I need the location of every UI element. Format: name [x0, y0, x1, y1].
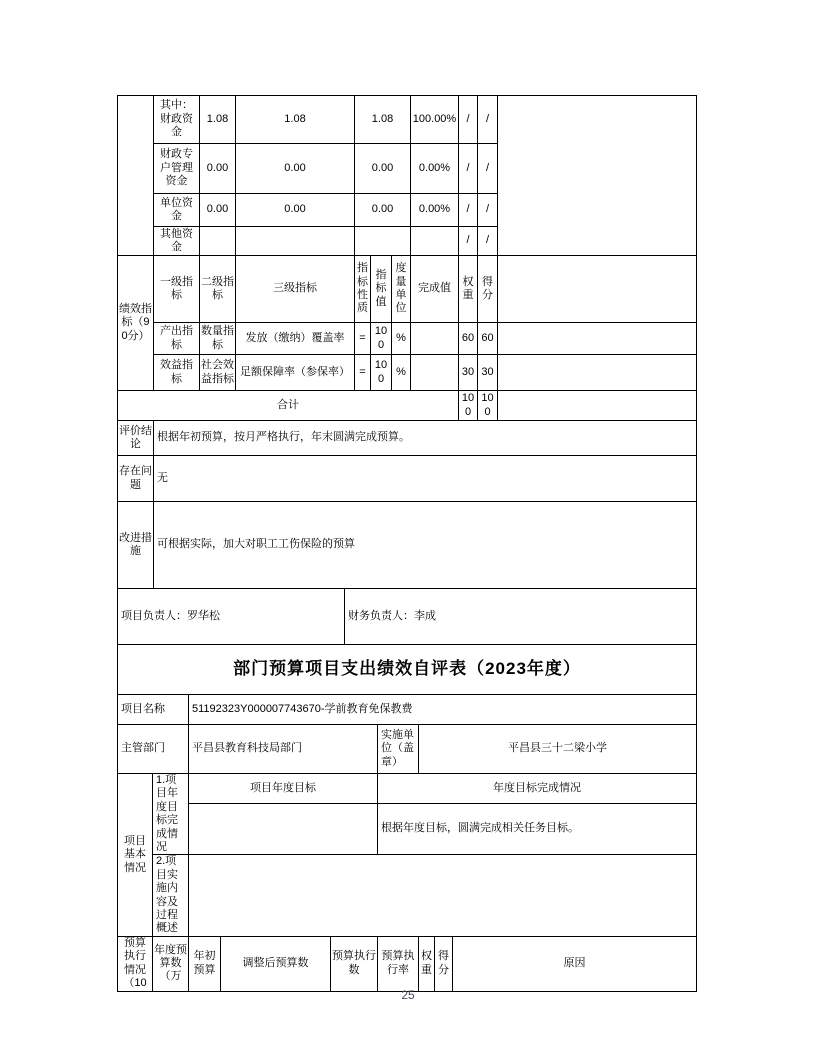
fund-row-label: 单位资金	[154, 194, 200, 227]
improvements-text: 可根据实际，加大对职工工伤保险的预算	[154, 502, 697, 589]
basic-impl-label: 2.项目实施内容及过程概述	[153, 855, 189, 936]
finance-manager: 财务负责人：李成	[345, 589, 697, 645]
perf-nature-value: =	[355, 355, 371, 391]
fund-initial-value: 0.00	[200, 194, 236, 227]
fund-weight-value: /	[459, 227, 478, 256]
perf-total-weight: 100	[459, 391, 478, 421]
basic-completion-text: 根据年度目标，圆满完成相关任务目标。	[378, 803, 697, 855]
dept-label: 主管部门	[118, 725, 189, 774]
table-row	[118, 695, 697, 725]
perf-weight-value: 60	[459, 323, 478, 355]
table-row	[118, 855, 697, 936]
basic-goal-text	[189, 803, 378, 855]
improvements-label: 改进措施	[118, 502, 154, 589]
exec-initial-header: 年初预算	[189, 936, 221, 991]
signers-table	[117, 588, 697, 645]
perf-l2-value: 数量指标	[200, 323, 236, 355]
perf-score-value: 60	[478, 323, 498, 355]
project-name-value: 51192323Y000007743670-学前教育免保教费	[189, 695, 697, 725]
fund-adjusted-value: 1.08	[236, 96, 355, 144]
exec-score-header: 得分	[435, 936, 453, 991]
perf-header-nature: 指标性质	[355, 256, 371, 323]
impl-unit-value: 平昌县三十二梁小学	[419, 725, 697, 774]
fund-adjusted-value: 0.00	[236, 194, 355, 227]
perf-header-l2: 二级指标	[200, 256, 236, 323]
conclusion-text: 根据年初预算，按月严格执行，年末圆满完成预算。	[154, 421, 697, 456]
table-row	[118, 725, 697, 774]
fund-row-label: 其他资金	[154, 227, 200, 256]
fund-rate-value	[411, 227, 459, 256]
exec-annual-label: 年度预算数（万	[153, 936, 189, 991]
project-name-label: 项目名称	[118, 695, 189, 725]
perf-section-label: 绩效指标（90分）	[118, 256, 154, 391]
fund-initial-value: 1.08	[200, 96, 236, 144]
empty-right-cell	[498, 391, 697, 421]
perf-total-label: 合计	[118, 391, 459, 421]
perf-unit-value: %	[392, 355, 411, 391]
empty-right-cell	[498, 355, 697, 391]
fund-adjusted-value: 0.00	[236, 144, 355, 194]
perf-l1-value: 产出指标	[154, 323, 200, 355]
dept-value: 平昌县教育科技局部门	[189, 725, 378, 774]
fund-executed-value: 0.00	[355, 194, 411, 227]
fund-row-label: 其中：财政资金	[154, 96, 200, 144]
perf-nature-value: =	[355, 323, 371, 355]
basic-completion-header: 年度目标完成情况	[378, 774, 697, 804]
empty-section-cell	[118, 96, 154, 256]
basic-section-label: 项目基本情况	[118, 774, 153, 937]
perf-header-l1: 一级指标	[154, 256, 200, 323]
exec-adjusted-header: 调整后预算数	[221, 936, 331, 991]
performance-table	[117, 95, 697, 589]
exec-weight-header: 权重	[419, 936, 435, 991]
perf-l3-value: 足额保障率（参保率）	[236, 355, 355, 391]
fund-score-value: /	[478, 96, 498, 144]
fund-executed-value: 1.08	[355, 96, 411, 144]
table-row	[118, 96, 697, 144]
perf-l1-value: 效益指标	[154, 355, 200, 391]
project-table	[117, 694, 697, 992]
exec-executed-header: 预算执行数	[331, 936, 378, 991]
table-row	[118, 645, 697, 695]
fund-adjusted-value	[236, 227, 355, 256]
fund-rate-value: 100.00%	[411, 96, 459, 144]
perf-weight-value: 30	[459, 355, 478, 391]
fund-score-value: /	[478, 194, 498, 227]
problems-text: 无	[154, 456, 697, 502]
document-tables	[117, 95, 697, 992]
perf-header-value: 指标值	[371, 256, 392, 323]
basic-goal-header: 项目年度目标	[189, 774, 378, 804]
table-row	[118, 936, 697, 991]
page-number: 25	[401, 988, 415, 1002]
problems-label: 存在问题	[118, 456, 154, 502]
project-manager: 项目负责人：罗华松	[118, 589, 345, 645]
table-row	[118, 774, 697, 804]
table-row	[118, 803, 697, 855]
exec-rate-header: 预算执行率	[378, 936, 419, 991]
fund-score-value: /	[478, 144, 498, 194]
page-title: 部门预算项目支出绩效自评表（2023年度）	[118, 645, 697, 695]
fund-executed-value: 0.00	[355, 144, 411, 194]
table-row	[118, 502, 697, 589]
fund-weight-value: /	[459, 144, 478, 194]
fund-initial-value	[200, 227, 236, 256]
fund-row-label: 财政专户管理资金	[154, 144, 200, 194]
perf-l2-value: 社会效益指标	[200, 355, 236, 391]
fund-rate-value: 0.00%	[411, 194, 459, 227]
table-row	[118, 323, 697, 355]
empty-right-cell	[498, 96, 697, 256]
fund-weight-value: /	[459, 194, 478, 227]
perf-l3-value: 发放（缴纳）覆盖率	[236, 323, 355, 355]
fund-initial-value: 0.00	[200, 144, 236, 194]
fund-weight-value: /	[459, 96, 478, 144]
fund-executed-value	[355, 227, 411, 256]
fund-rate-value: 0.00%	[411, 144, 459, 194]
table-row	[118, 589, 697, 645]
perf-header-weight: 权重	[459, 256, 478, 323]
table-row	[118, 355, 697, 391]
exec-section-label: 预算执行情况（10	[118, 936, 153, 991]
title-table	[117, 644, 697, 695]
exec-reason-header: 原因	[453, 936, 697, 991]
perf-done-value	[411, 323, 459, 355]
fund-score-value: /	[478, 227, 498, 256]
empty-right-cell	[498, 323, 697, 355]
perf-done-value	[411, 355, 459, 391]
basic-goal-label: 1.项目年度目标完成情况	[153, 774, 189, 855]
table-row	[118, 391, 697, 421]
table-row	[118, 256, 697, 323]
table-row	[118, 421, 697, 456]
perf-target-value: 100	[371, 323, 392, 355]
perf-header-done: 完成值	[411, 256, 459, 323]
perf-unit-value: %	[392, 323, 411, 355]
empty-right-cell	[498, 256, 697, 323]
impl-unit-label: 实施单位（盖章）	[378, 725, 419, 774]
table-row	[118, 456, 697, 502]
perf-target-value: 100	[371, 355, 392, 391]
perf-header-l3: 三级指标	[236, 256, 355, 323]
perf-header-score: 得分	[478, 256, 498, 323]
basic-impl-text	[189, 855, 697, 936]
conclusion-label: 评价结论	[118, 421, 154, 456]
perf-total-score: 100	[478, 391, 498, 421]
perf-header-unit: 度量单位	[392, 256, 411, 323]
perf-score-value: 30	[478, 355, 498, 391]
